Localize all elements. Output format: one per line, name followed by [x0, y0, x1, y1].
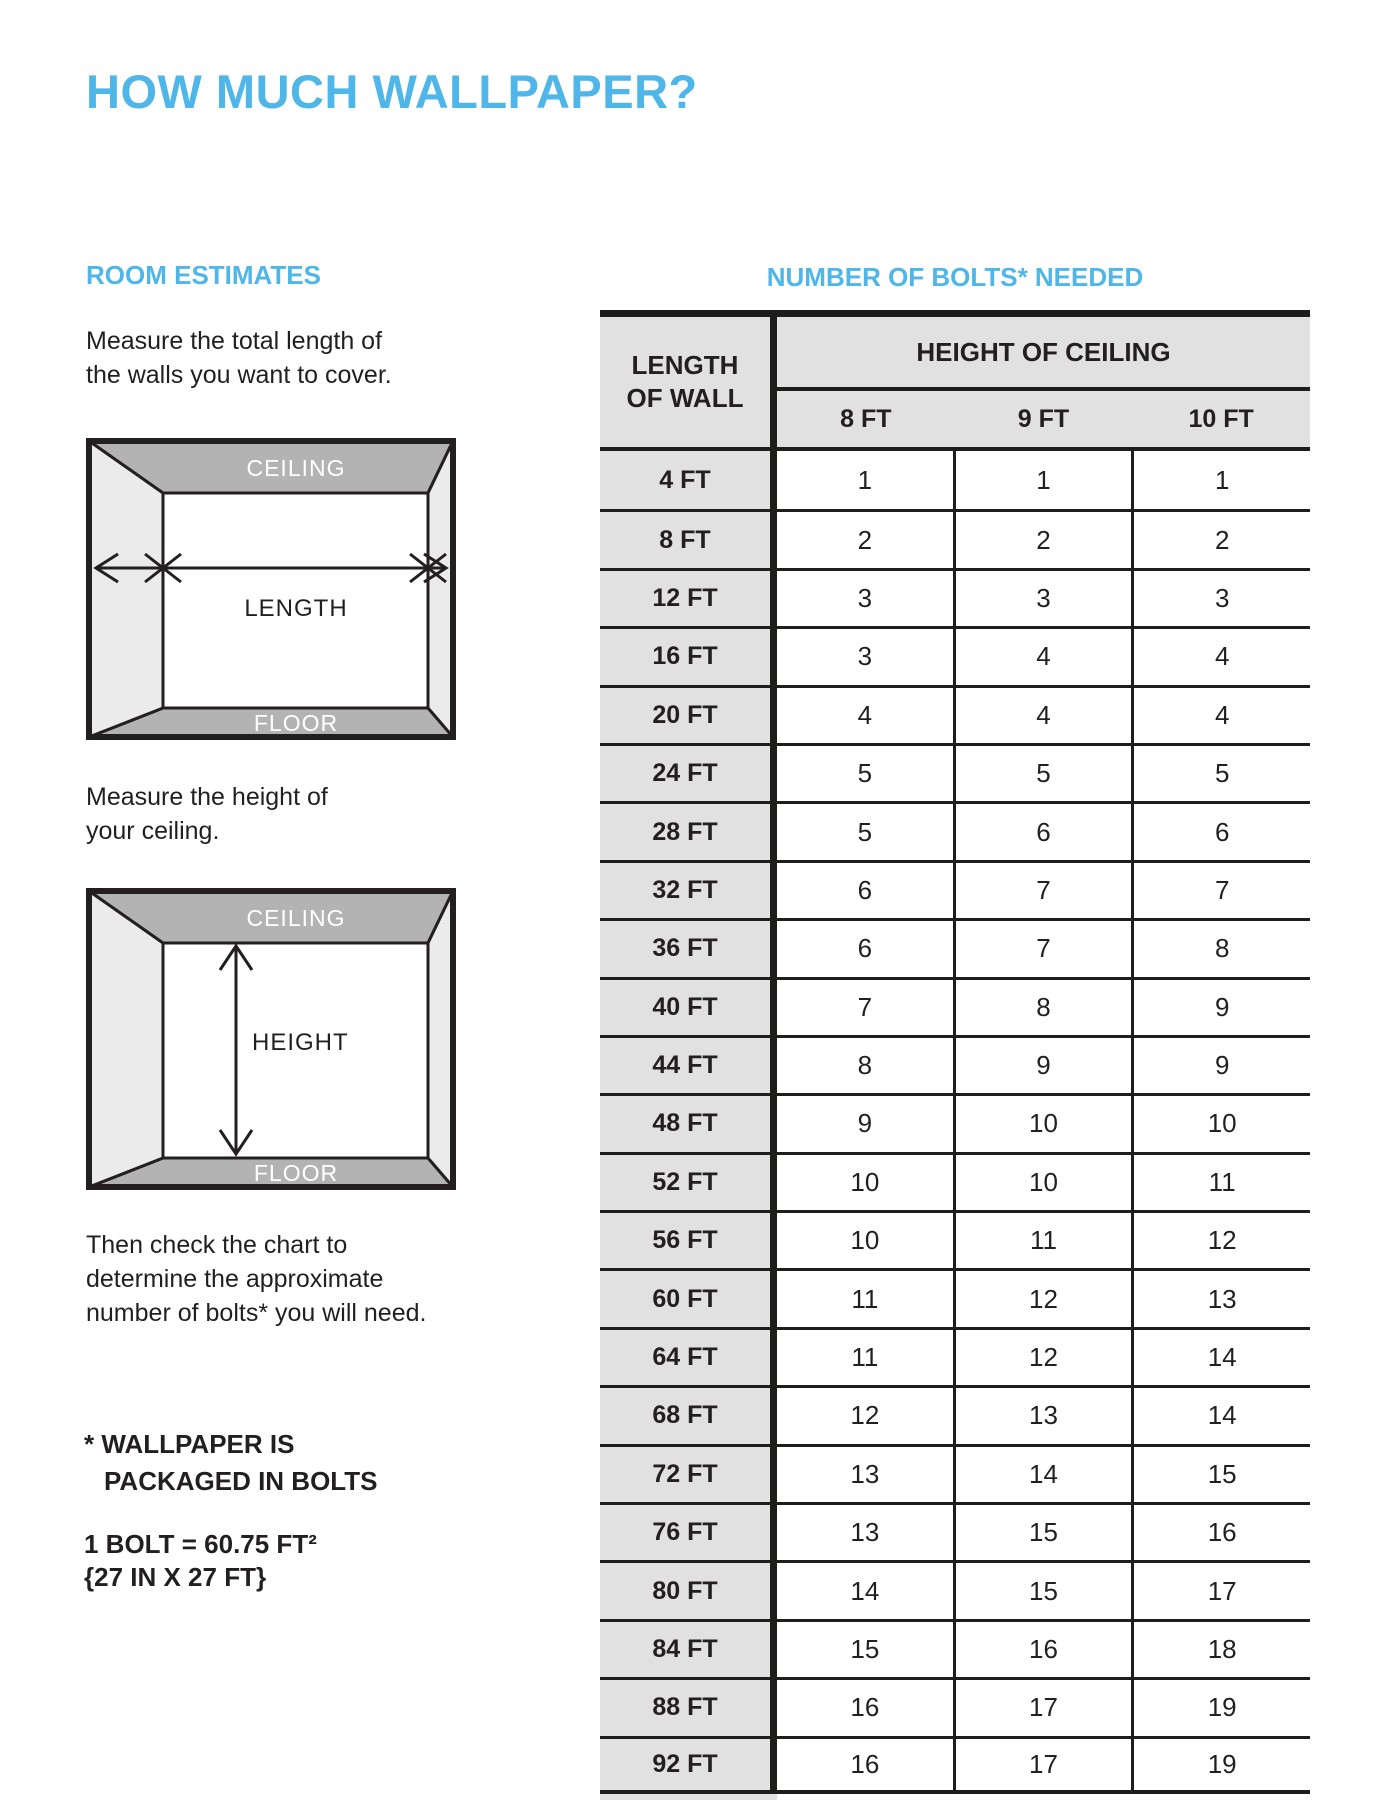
room-estimates-heading: ROOM ESTIMATES — [86, 260, 321, 290]
bolt-count-cell: 14 — [1134, 1388, 1310, 1443]
length-diagram — [86, 438, 456, 740]
table-row — [600, 626, 1310, 684]
corner-header-line: LENGTH — [631, 350, 739, 380]
row-label: 92 FT — [600, 1739, 777, 1790]
bolt-count-cell: 12 — [956, 1271, 1135, 1326]
bolt-spec-line: {27 IN X 27 FT} — [84, 1562, 267, 1592]
row-label: 40 FT — [600, 980, 777, 1035]
table-row — [600, 1268, 1310, 1326]
bolt-count-cell: 3 — [777, 629, 956, 684]
bolt-count-cell: 6 — [777, 863, 956, 918]
row-label: 88 FT — [600, 1680, 777, 1735]
bolt-count-cell: 6 — [956, 804, 1135, 859]
table-row — [600, 1035, 1310, 1093]
table-top-border — [600, 310, 1310, 317]
bolt-count-cell: 16 — [777, 1680, 956, 1735]
floor-label: FLOOR — [253, 1160, 339, 1186]
bolt-count-cell: 12 — [956, 1330, 1135, 1385]
table-row — [600, 1560, 1310, 1618]
row-label: 32 FT — [600, 863, 777, 918]
step2-line: Measure the height of — [86, 783, 328, 811]
bolt-count-cell: 8 — [1134, 921, 1310, 976]
bolt-count-cell: 14 — [1134, 1330, 1310, 1385]
right-wall-panel — [428, 891, 453, 1187]
row-label: 44 FT — [600, 1038, 777, 1093]
bolt-count-cell: 5 — [777, 746, 956, 801]
table-row — [600, 1385, 1310, 1443]
table-row — [600, 1327, 1310, 1385]
table-row — [600, 568, 1310, 626]
bolt-count-cell: 11 — [1134, 1155, 1310, 1210]
bolt-count-cell: 10 — [956, 1096, 1135, 1151]
bolt-count-cell: 19 — [1134, 1680, 1310, 1735]
asterisk: * — [84, 1429, 95, 1459]
step3-line: Then check the chart to — [86, 1231, 348, 1259]
height-label: HEIGHT — [252, 1029, 349, 1056]
table-row — [600, 1210, 1310, 1268]
bolt-count-cell: 17 — [1134, 1563, 1310, 1618]
bolt-count-cell: 9 — [1134, 980, 1310, 1035]
bolt-count-cell: 13 — [777, 1447, 956, 1502]
floor-label: FLOOR — [253, 710, 339, 736]
bolt-count-cell: 14 — [777, 1563, 956, 1618]
step1-line: the walls you want to cover. — [86, 361, 392, 389]
row-label: 16 FT — [600, 629, 777, 684]
right-wall-panel — [428, 441, 453, 737]
bolt-count-cell: 4 — [1134, 629, 1310, 684]
length-of-wall-header — [600, 317, 777, 447]
table-row — [600, 451, 1310, 509]
table-header — [600, 317, 1310, 451]
footnote-text: WALLPAPER IS — [101, 1429, 295, 1459]
bolt-count-cell: 15 — [777, 1622, 956, 1677]
step3-line: determine the approximate — [86, 1265, 384, 1293]
row-label: 80 FT — [600, 1563, 777, 1618]
table-row — [600, 509, 1310, 567]
bolt-count-cell: 8 — [777, 1038, 956, 1093]
bolt-count-cell: 9 — [1134, 1038, 1310, 1093]
length-label: LENGTH — [244, 595, 348, 622]
bolt-count-cell: 5 — [1134, 746, 1310, 801]
bolt-count-cell: 9 — [956, 1038, 1135, 1093]
step1-line: Measure the total length of — [86, 327, 383, 355]
left-wall-panel — [89, 891, 163, 1187]
bolt-spec-line: 1 BOLT = 60.75 FT² — [84, 1529, 317, 1559]
col-header-10ft: 10 FT — [1188, 404, 1254, 433]
row-label: 52 FT — [600, 1155, 777, 1210]
bolt-count-cell: 10 — [1134, 1096, 1310, 1151]
row-label: 12 FT — [600, 571, 777, 626]
row-label: 60 FT — [600, 1271, 777, 1326]
col-header-8ft: 8 FT — [840, 404, 892, 433]
bolt-count-cell: 12 — [1134, 1213, 1310, 1268]
table-row — [600, 1677, 1310, 1735]
bolt-count-cell: 1 — [777, 451, 956, 509]
bolt-count-cell: 1 — [1134, 451, 1310, 509]
step3-line: number of bolts* you will need. — [86, 1299, 427, 1327]
ceiling-label: CEILING — [246, 905, 346, 931]
bolt-count-cell: 2 — [956, 512, 1135, 567]
row-label: 84 FT — [600, 1622, 777, 1677]
bolt-count-cell: 8 — [956, 980, 1135, 1035]
bolt-count-cell: 4 — [956, 688, 1135, 743]
bolt-count-cell: 7 — [777, 980, 956, 1035]
wallpaper-footnote — [84, 1426, 377, 1500]
bolt-count-cell: 18 — [1134, 1622, 1310, 1677]
row-label: 72 FT — [600, 1447, 777, 1502]
bolt-count-cell: 19 — [1134, 1739, 1310, 1790]
bolt-count-cell: 5 — [777, 804, 956, 859]
ceiling-columns-header — [777, 317, 1310, 447]
step3-text — [86, 1228, 426, 1330]
table-row — [600, 1152, 1310, 1210]
bolt-count-cell: 2 — [777, 512, 956, 567]
bolt-count-cell: 1 — [956, 451, 1135, 509]
bolt-count-cell: 13 — [777, 1505, 956, 1560]
table-row — [600, 918, 1310, 976]
footnote-line: PACKAGED IN BOLTS — [104, 1466, 378, 1496]
bolt-count-cell: 7 — [956, 921, 1135, 976]
bolt-count-cell: 10 — [956, 1155, 1135, 1210]
bolt-count-cell: 3 — [1134, 571, 1310, 626]
step2-line: your ceiling. — [86, 817, 220, 845]
table-row — [600, 685, 1310, 743]
bolt-count-cell: 3 — [777, 571, 956, 626]
bolt-count-cell: 11 — [956, 1213, 1135, 1268]
bolt-count-cell: 11 — [777, 1330, 956, 1385]
page-title: HOW MUCH WALLPAPER? — [86, 65, 698, 118]
bolt-count-cell: 12 — [777, 1388, 956, 1443]
bolt-count-cell: 11 — [777, 1271, 956, 1326]
row-label: 48 FT — [600, 1096, 777, 1151]
bolt-count-cell: 16 — [777, 1739, 956, 1790]
bolt-count-cell: 16 — [1134, 1505, 1310, 1560]
bolt-count-cell: 14 — [956, 1447, 1135, 1502]
bolt-count-cell: 17 — [956, 1680, 1135, 1735]
table-footer-strip — [600, 1794, 777, 1800]
row-label: 68 FT — [600, 1388, 777, 1443]
bolt-count-cell: 16 — [956, 1622, 1135, 1677]
bolt-count-cell: 15 — [1134, 1447, 1310, 1502]
bolt-count-cell: 10 — [777, 1213, 956, 1268]
table-row — [600, 743, 1310, 801]
bolt-count-cell: 6 — [1134, 804, 1310, 859]
bolts-table-title: NUMBER OF BOLTS* NEEDED — [766, 262, 1144, 292]
bolts-table — [600, 310, 1310, 1800]
bolt-count-cell: 15 — [956, 1505, 1135, 1560]
row-label: 20 FT — [600, 688, 777, 743]
table-row — [600, 977, 1310, 1035]
row-label: 76 FT — [600, 1505, 777, 1560]
row-label: 24 FT — [600, 746, 777, 801]
bolt-count-cell: 4 — [777, 688, 956, 743]
bolt-count-cell: 5 — [956, 746, 1135, 801]
table-row — [600, 860, 1310, 918]
ceiling-subheaders — [777, 391, 1310, 447]
table-row — [600, 1093, 1310, 1151]
bolt-count-cell: 10 — [777, 1155, 956, 1210]
corner-header-line: OF WALL — [626, 383, 744, 413]
bolt-count-cell: 3 — [956, 571, 1135, 626]
bolt-count-cell: 4 — [956, 629, 1135, 684]
bolt-count-cell: 13 — [1134, 1271, 1310, 1326]
bolt-count-cell: 6 — [777, 921, 956, 976]
row-label: 64 FT — [600, 1330, 777, 1385]
height-diagram — [86, 888, 456, 1190]
row-label: 8 FT — [600, 512, 777, 567]
table-row — [600, 1502, 1310, 1560]
table-body — [600, 451, 1310, 1794]
col-header-9ft: 9 FT — [1017, 404, 1070, 433]
bolt-spec — [84, 1528, 317, 1594]
bolt-count-cell: 15 — [956, 1563, 1135, 1618]
bolt-count-cell: 2 — [1134, 512, 1310, 567]
footnote-line — [84, 1426, 377, 1463]
table-row — [600, 1619, 1310, 1677]
bolt-count-cell: 17 — [956, 1739, 1135, 1790]
step2-text — [86, 780, 328, 848]
step1-text — [86, 324, 392, 392]
bolt-count-cell: 4 — [1134, 688, 1310, 743]
bolt-count-cell: 9 — [777, 1096, 956, 1151]
bolt-count-cell: 7 — [1134, 863, 1310, 918]
row-label: 56 FT — [600, 1213, 777, 1268]
row-label: 4 FT — [600, 451, 777, 509]
left-wall-panel — [89, 441, 163, 737]
table-row — [600, 1444, 1310, 1502]
row-label: 28 FT — [600, 804, 777, 859]
height-of-ceiling-header: HEIGHT OF CEILING — [777, 317, 1310, 391]
ceiling-label: CEILING — [246, 455, 346, 481]
bolt-count-cell: 13 — [956, 1388, 1135, 1443]
row-label: 36 FT — [600, 921, 777, 976]
table-row — [600, 801, 1310, 859]
bolt-count-cell: 7 — [956, 863, 1135, 918]
table-row — [600, 1736, 1310, 1794]
